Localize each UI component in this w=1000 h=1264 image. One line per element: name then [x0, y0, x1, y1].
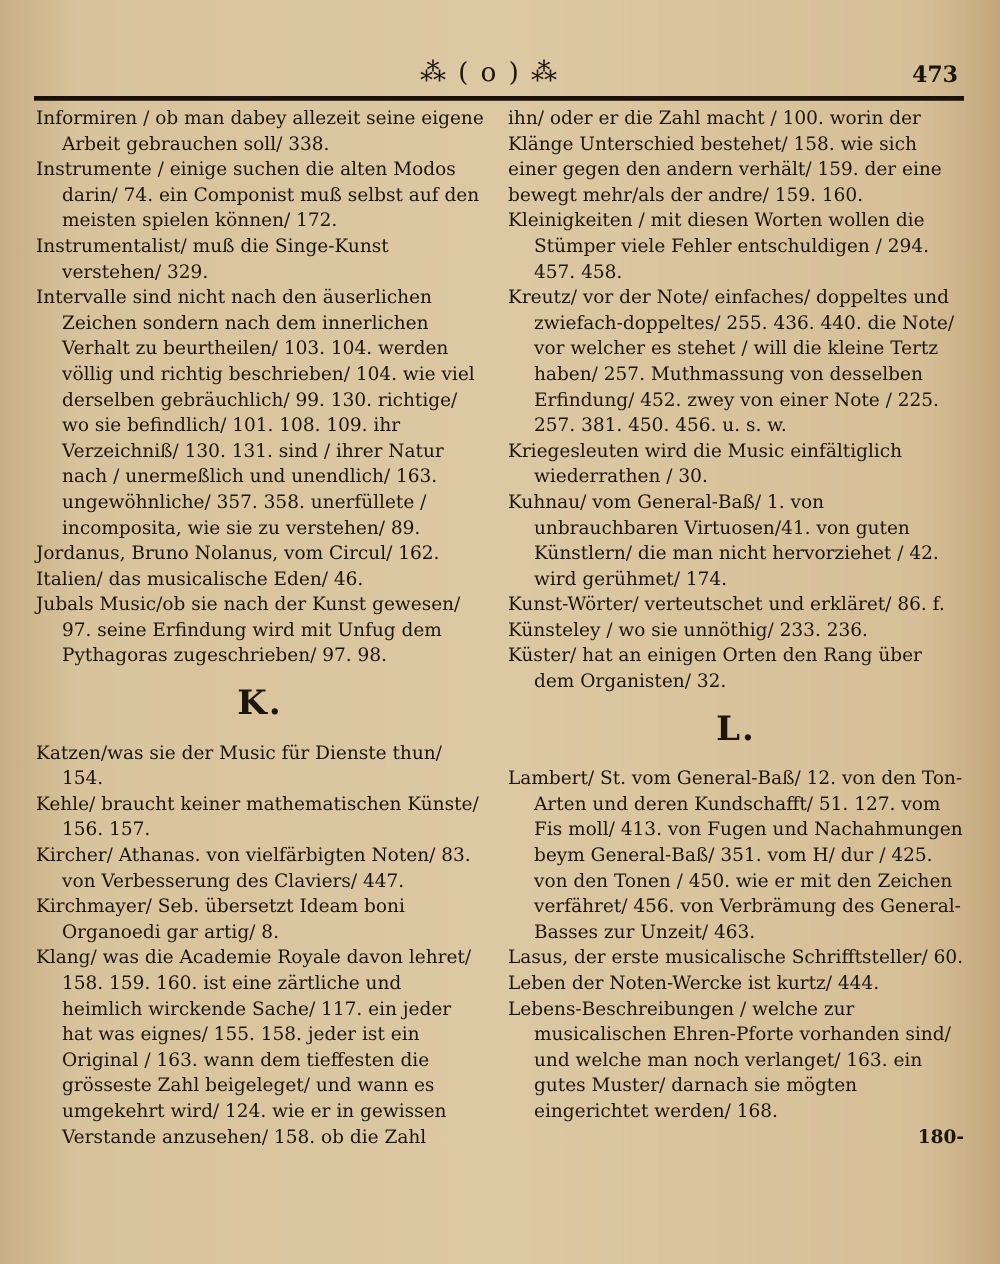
index-entry: Kunst-Wörter/ verteutschet und erkläret/ 86. f.	[508, 594, 945, 616]
left-column	[36, 106, 484, 1150]
page-number: 473	[912, 62, 958, 88]
section-letter-k: K.	[237, 683, 283, 724]
index-entry: Kirchmayer/ Seb. übersetzt Ideam boni Organoedi gar artig/ 8.	[36, 896, 405, 943]
index-entry: Lambert/ St. vom General-Baß/ 12. von den Ton-Arten und deren Kundschafft/ 51. 127. vom Fis moll/ 413. von Fugen und Nachahmungen beym General-Baß/ 351. vom H/ dur / 425. von den Tonen / 450. wie er mit den Zeichen verfähret/ 456. von Verbrämung des General-Basses zur Unzeit/ 463.	[508, 768, 963, 943]
index-entry: Instrumentalist/ muß die Singe-Kunst verstehen/ 329.	[36, 235, 389, 283]
index-entry: Intervalle sind nicht nach den äuserlichen Zeichen sondern nach dem innerlichen Verhalt zu beurtheilen/ 103. 104. werden völlig und richtig beschrieben/ 104. wie viel derselben gebräuchlich/ 99. 130. richtige/ wo sie befindlich/ 101. 108. 109. ihr Verzeichniß/ 130. 131. sind / ihrer Natur nach / unermeßlich und unendlich/ 163. ungewöhnliche/ 357. 358. unerfüllete / incomposita, wie sie zu verstehen/ 89.	[36, 287, 475, 539]
index-entry: Kircher/ Athanas. von vielfärbigten Noten/ 83. von Verbesserung des Claviers/ 447.	[36, 845, 471, 892]
section-letter-l: L.	[716, 708, 756, 749]
index-entry: Informiren / ob man dabey allezeit seine eigene Arbeit gebrauchen soll/ 338.	[36, 108, 484, 155]
index-entry: Instrumente / einige suchen die alten Modos darin/ 74. ein Componist muß selbst auf den meisten spielen können/ 172.	[36, 159, 480, 232]
index-entry: Lasus, der erste musicalische Schrifftsteller/ 60.	[508, 947, 964, 969]
index-entry: Jubals Music/ob sie nach der Kunst gewesen/ 97. seine Erfindung wird mit Unfug dem Pythagoras zugeschrieben/ 97. 98.	[36, 594, 461, 667]
index-entry: Katzen/was sie der Music für Dienste thun/ 154.	[36, 742, 442, 790]
right-column	[508, 106, 964, 1150]
index-entry: Kriegesleuten wird die Music einfältiglich wiederrathen / 30.	[508, 440, 903, 488]
header-rule	[34, 96, 964, 101]
index-entry: Künsteley / wo sie unnöthig/ 233. 236.	[508, 619, 868, 641]
index-entry: Kehle/ braucht keiner mathematischen Künste/ 156. 157.	[36, 793, 479, 841]
index-entry: Kuhnau/ vom General-Baß/ 1. von unbrauchbaren Virtuosen/41. von guten Künstlern/ die man nicht hervorziehet / 42. wird gerühmet/ 174.	[508, 491, 939, 590]
header-ornament: ⁂ ( o ) ⁂	[420, 58, 559, 88]
index-entry: Jordanus, Bruno Nolanus, vom Circul/ 162.	[36, 543, 440, 565]
index-entry: Klang/ was die Academie Royale davon lehret/ 158. 159. 160. ist eine zärtliche und heimlich wirckende Sache/ 117. ein jeder hat was eignes/ 155. 158. jeder ist ein Original / 163. wann dem tieffesten die grösseste Zahl beigeleget/ und wann es umgekehrt wird/ 124. wie er in gewissen Verstande anzusehen/ 158. ob die Zahl	[36, 947, 472, 1148]
index-entry: Küster/ hat an einigen Orten den Rang über dem Organisten/ 32.	[508, 645, 922, 693]
index-entry: Italien/ das musicalische Eden/ 46.	[36, 568, 364, 590]
running-header	[0, 58, 1000, 94]
catchword: 180-	[917, 1126, 964, 1148]
index-entry: Kleinigkeiten / mit diesen Worten wollen die Stümper viele Fehler entschuldigen / 294. 457. 458.	[508, 210, 929, 283]
index-entry: Leben der Noten-Wercke ist kurtz/ 444.	[508, 973, 880, 994]
index-entry: Kreutz/ vor der Note/ einfaches/ doppeltes und zwiefach-doppeltes/ 255. 436. 440. die Note/ vor welcher es stehet / will die kleine Tertz haben/ 257. Muthmassung von desselben Erfindung/ 452. zwey von einer Note / 225. 257. 381. 450. 456. u. s. w.	[508, 287, 955, 437]
index-entry-continued: ihn/ oder er die Zahl macht / 100. worin der Klänge Unterschied bestehet/ 158. wie sich einer gegen den andern verhält/ 159. der eine bewegt mehr/als der andre/ 159. 160.	[508, 108, 942, 206]
index-entry: Lebens-Beschreibungen / welche zur musicalischen Ehren-Pforte vorhanden sind/ und welche man noch verlanget/ 163. ein gutes Muster/ darnach sie mögten eingerichtet werden/ 168.	[508, 998, 951, 1122]
